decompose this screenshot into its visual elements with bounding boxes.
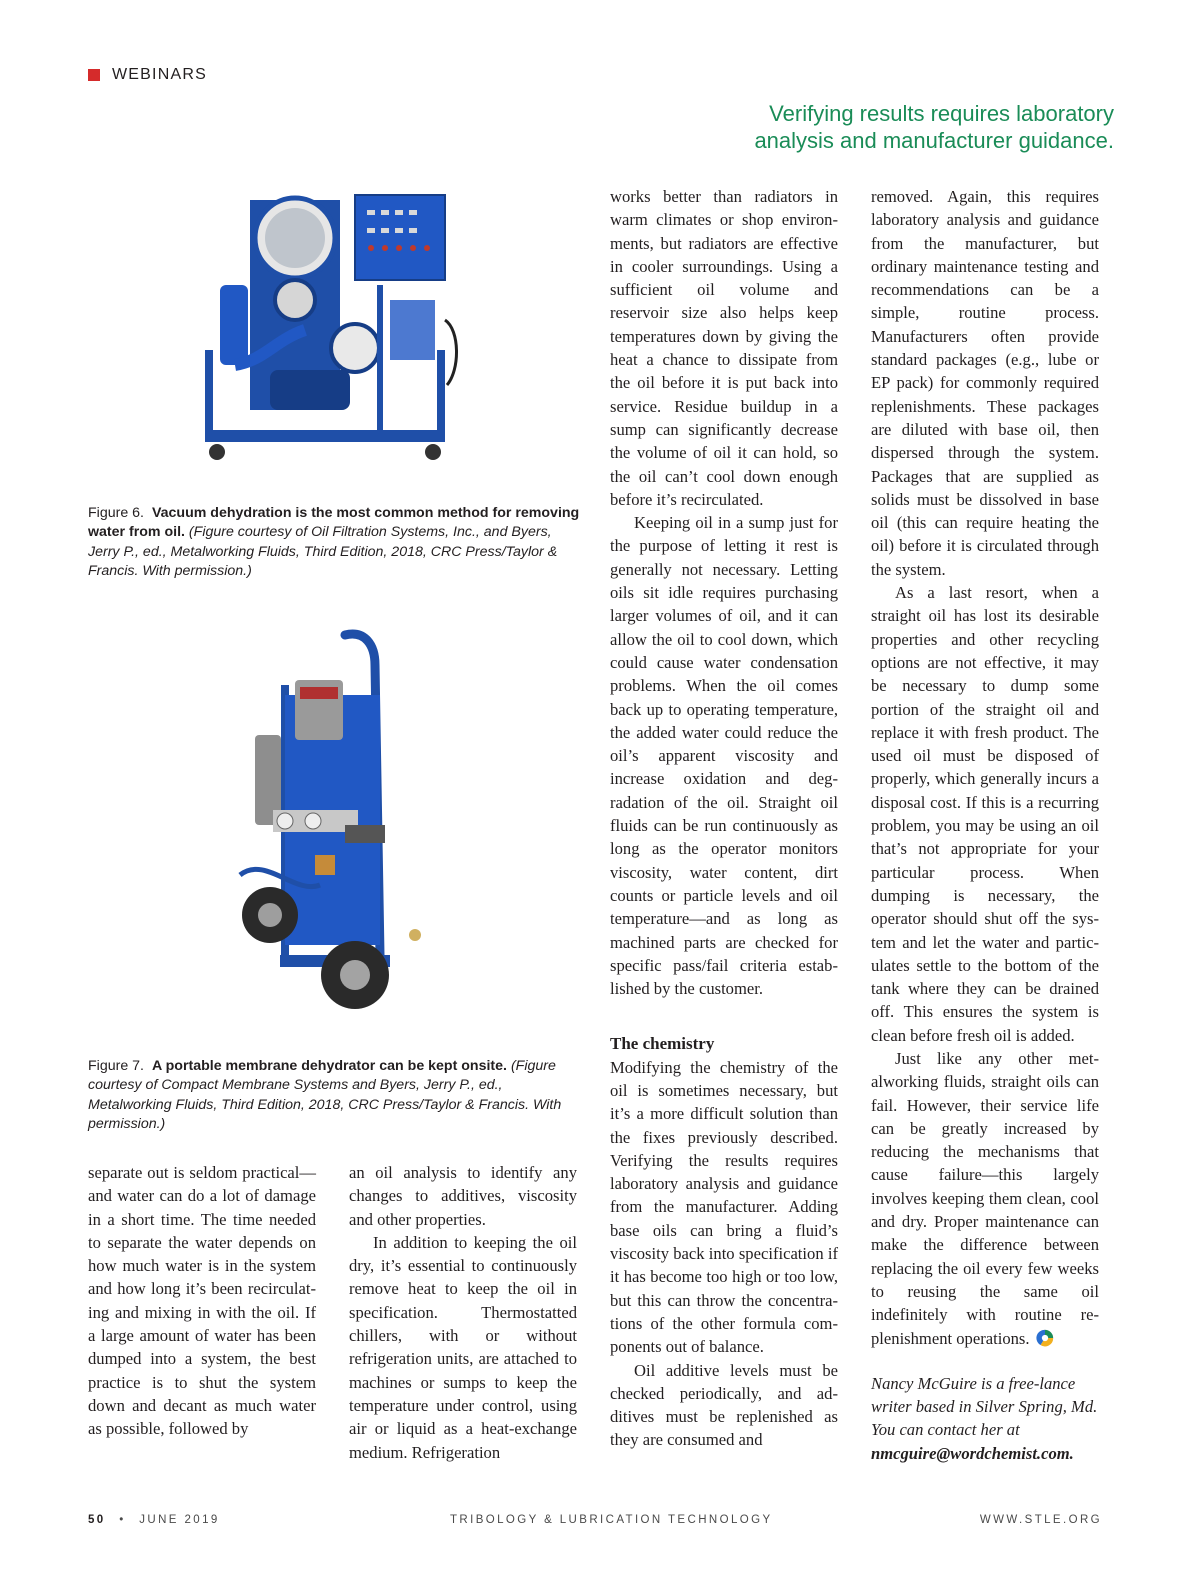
author-email-link[interactable]: nmcguire@wordchemist.com. — [871, 1443, 1074, 1463]
column-1-paragraph: separate out is seldom practical—and water can do a lot of damage in a short time. The time needed to separate the water depends on how much water is in the system and how long it’s been recirculating and mixing in with the oil. If a large amount of water has been dumped into a system, the best practice is to shut the system down and decant as much water as possible, followed by — [88, 1163, 316, 1439]
section-tag — [88, 66, 207, 84]
figure-7-image — [225, 625, 445, 1025]
column-4-paragraph-1: removed. Again, this requires laboratory analysis and guidance from the manufacturer, but ordinary maintenance testing and recommendations can be a simple, routine process. Manufacturers often provide standard packages (e.g., lube or EP pack) for commonly required replenishments. These packages are diluted with base oil, then dispersed through the system. Packages that are supplied as solids must be dissolved in base oil (this can require heating the oil) before it is circulated through the system. — [871, 187, 1099, 579]
column-3-paragraph-2: Keeping oil in a sump just for the purpose of letting it rest is generally not necessary. Letting oils sit idle requires purchasing larger volumes of oil, and it can allow the oil to cool down, which could cause water condensation problems. When the oil comes back up to operating temperature, the added water could reduce the oil’s apparent viscosity and increase oxidation and degradation of the oil. Straight oil fluids can be run continuously as long as the operator monitors viscosity, water content, dirt counts or particle levels and oil temperature—and as long as machined parts are checked for specific pass/fail criteria established by the customer. — [610, 513, 838, 999]
column-4-paragraph-3 — [871, 1047, 1099, 1350]
column-3-paragraph-3: Modifying the chemistry of the oil is sometimes necessary, but it’s a more difficult solution than the fixes previously described. Verifying the results requires laboratory analysis and guidance from the manufacturer. Adding base oils can bring a fluid’s viscosity back into specification if it has become too high or too low, but this can throw the concentrations of the other formula components out of balance. — [610, 1057, 838, 1357]
footer-left — [88, 1514, 220, 1526]
publication-name: TRIBOLOGY & LUBRICATION TECHNOLOGY — [450, 1514, 773, 1526]
figure-6-title: Vacuum dehydration is the most common method for removing water from oil. — [88, 505, 580, 541]
pull-quote-line-2: analysis and manufacturer guidance. — [754, 128, 1114, 153]
column-3 — [610, 185, 838, 1452]
section-heading-chemistry: The chemistry — [610, 1034, 715, 1054]
column-2-paragraph-2: In addition to keeping the oil dry, it’s essential to continuously remove heat to keep the oil in specification. Thermostatted chillers, with or without refrigeration units, are attached to machines or sumps to keep the temperature under control, using air or liquid as a heat-exchange medium. Refrigeration — [349, 1232, 577, 1462]
figure-6-caption — [88, 504, 580, 582]
stle-end-mark-icon — [1036, 1329, 1054, 1347]
page-number: 50 — [88, 1514, 106, 1526]
column-4-paragraph-3-text: Just like any other metalworking fluids, straight oils can fail. However, their service life can be greatly increased by reducing the mechanisms that cause failure—this largely involves keeping them clean, cool and dry. Proper maintenance can make the difference between replacing the oil every few weeks to reusing the same oil indefinitely with routine replenishment operations. — [871, 1048, 1099, 1348]
figure-6-credit: (Figure courtesy of Oil Filtration Systems, Inc., and Byers, Jerry P., ed., Metalworking Fluids, Third Edition, 2018, CRC Press/Taylor & Francis. With permission.) — [88, 524, 558, 580]
column-4 — [871, 185, 1099, 1465]
column-1 — [88, 1161, 316, 1441]
figure-7-label: Figure 7. — [88, 1058, 144, 1074]
column-4-paragraph-2: As a last resort, when a straight oil has lost its desirable properties and other recycling options are not effective, it may be necessary to dump some portion of the straight oil and replace it with fresh product. The used oil must be disposed of properly, which generally incurs a disposal cost. If this is a recurring problem, you may be using an oil that’s not appropriate for your particular process. When dumping is necessary, the operator should shut off the system and let the water and particulates settle to the bottom of the tank where they can be drained off. This ensures the system is clean before fresh oil is added. — [871, 583, 1099, 1045]
author-bio-text: Nancy McGuire is a free-lance writer based in Silver Spring, Md. You can contact her at — [871, 1373, 1098, 1440]
column-2 — [349, 1161, 577, 1464]
footer-separator: • — [119, 1514, 126, 1526]
pull-quote-line-1: Verifying results requires laboratory — [769, 101, 1114, 126]
issue-date: JUNE 2019 — [139, 1514, 220, 1526]
column-2-paragraph-1: an oil analysis to identify any changes to additives, viscosity and other properties. — [349, 1163, 577, 1229]
section-label: WEBINARS — [112, 66, 207, 83]
author-bio — [871, 1372, 1099, 1465]
figure-7-caption — [88, 1057, 580, 1135]
figure-7-credit: (Figure courtesy of Compact Membrane Systems and Byers, Jerry P., ed., Metalworking Fluids, Third Edition, 2018, CRC Press/Taylor & Francis. With permission.) — [88, 1058, 562, 1133]
figure-6-image — [195, 190, 475, 470]
figure-7-title: A portable membrane dehydrator can be kept onsite. — [151, 1058, 507, 1074]
website-link[interactable]: WWW.STLE.ORG — [979, 1514, 1102, 1526]
section-marker — [88, 69, 100, 81]
figure-6-label: Figure 6. — [88, 505, 144, 521]
pull-quote — [594, 100, 1114, 154]
column-3-paragraph-1: works better than radiators in warm climates or shop environments, but radiators are effective in cooler surroundings. Using a sufficient oil volume and reservoir size also helps keep temperatures down by giving the heat a chance to dissipate from the oil before it is put back into service. Residue buildup in a sump can significantly decrease the volume of oil it can hold, so the oil can’t cool down enough before it’s recirculated. — [610, 187, 838, 509]
column-3-paragraph-4: Oil additive levels must be checked periodically, and additives must be replenished as they are consumed and — [610, 1360, 838, 1450]
